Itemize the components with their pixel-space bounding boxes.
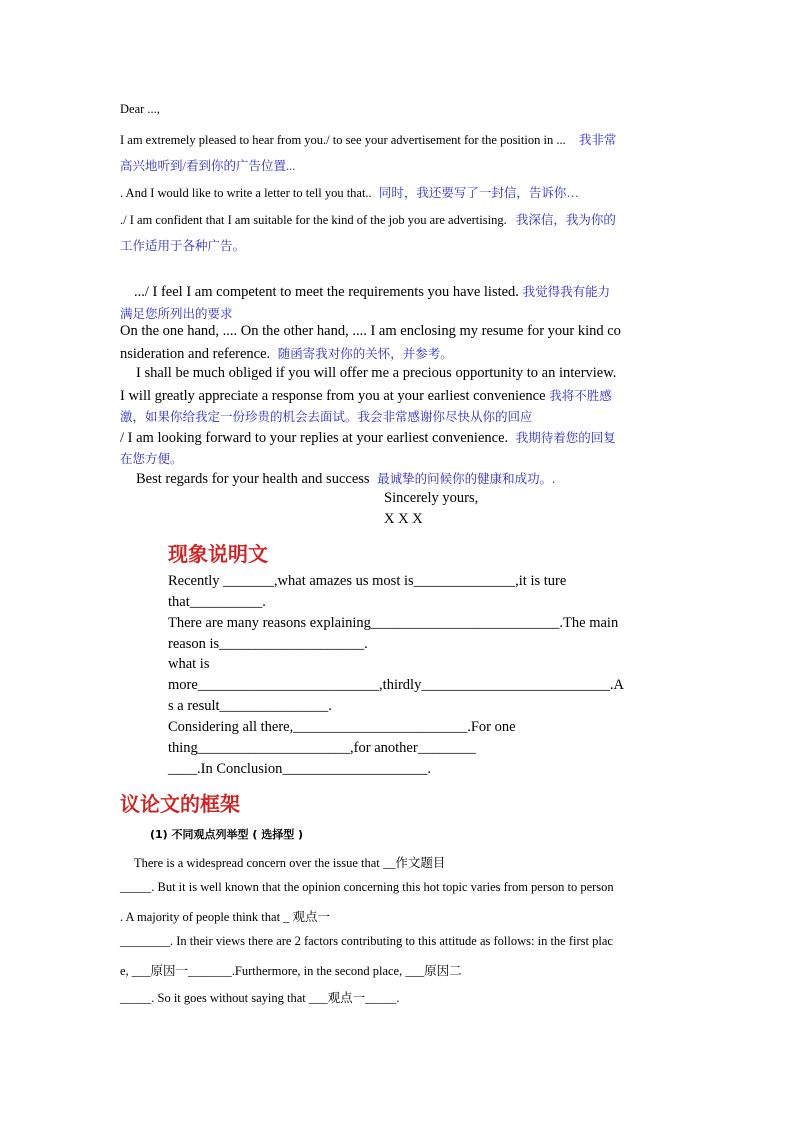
letter-line-8-cn: 满足您所列出的要求 <box>120 307 233 321</box>
letter-line-15-cn: 在您方便。 <box>120 452 183 466</box>
letter-line-14-en: / I am looking forward to your replies at your earliest convenience. <box>120 430 509 446</box>
section-1-line: Recently _______,what amazes us most is______________,it is ture <box>168 573 567 589</box>
section-2-line: There is a widespread concern over the issue that __作文题目 <box>134 856 446 870</box>
section-1-line: There are many reasons explaining__________________________.The main <box>168 615 619 631</box>
section-1-line: what is <box>168 656 210 672</box>
letter-line-13-cn: 激，如果你给我定一份珍贵的机会去面试。我会非常感谢你尽快从你的回应 <box>120 410 533 424</box>
section-2-heading: 议论文的框架 <box>120 792 240 816</box>
letter-line-7-en: .../ I feel I am competent to meet the requirements you have listed. <box>134 284 519 300</box>
section-1-line: s a result_______________. <box>168 698 332 714</box>
section-1-line: thing_____________________,for another________ <box>168 740 476 756</box>
letter-line-4 <box>120 183 579 201</box>
section-2-subheading: (1) 不同观点列举型 ( 选择型 ) <box>150 828 304 841</box>
section-1-heading: 现象说明文 <box>168 542 268 566</box>
letter-line-2-en: I am extremely pleased to hear from you./ to see your advertisement for the position in ... <box>120 133 566 147</box>
letter-line-3-cn: 高兴地听到/看到你的广告位置... <box>120 159 296 173</box>
letter-line-1: Dear ..., <box>120 102 160 116</box>
letter-line-2-cn: 我非常 <box>578 133 617 147</box>
letter-line-10-en: nsideration and reference. <box>120 346 271 362</box>
letter-line-14 <box>120 428 616 447</box>
closing-signature: X X X <box>384 511 423 527</box>
letter-line-2 <box>120 130 616 148</box>
letter-line-5 <box>120 210 616 228</box>
closing-sincerely: Sincerely yours, <box>384 490 479 506</box>
letter-line-16-en: Best regards for your health and success <box>136 471 370 487</box>
section-1-line: that__________. <box>168 594 266 610</box>
section-2-line: _____. So it goes without saying that ___观点一_____. <box>120 991 400 1005</box>
section-2-line: . A majority of people think that _ 观点一 <box>120 910 331 924</box>
section-1-line: more_________________________,thirdly__________________________.A <box>168 677 624 693</box>
letter-line-5-en: ./ I am confident that I am suitable for the kind of the job you are advertising. <box>120 213 507 227</box>
letter-line-14-cn: 我期待着您的回复 <box>515 431 616 445</box>
letter-line-12-cn: 我将不胜感 <box>549 389 612 403</box>
letter-line-10 <box>120 344 453 363</box>
letter-line-10-cn: 随函寄我对你的关怀，并参考。 <box>277 347 453 361</box>
letter-line-11: I shall be much obliged if you will offer me a precious opportunity to an interview. <box>136 365 617 381</box>
letter-line-5-cn: 我深信，我为你的 <box>515 213 616 227</box>
letter-line-16 <box>136 469 555 488</box>
section-1-line: ____.In Conclusion____________________. <box>168 761 432 777</box>
letter-line-12 <box>120 386 612 405</box>
letter-line-7 <box>134 282 610 301</box>
section-2-line: _____. But it is well known that the opinion concerning this hot topic varies from person to person <box>120 880 614 894</box>
letter-line-16-cn: 最诚挚的问候你的健康和成功。. <box>377 472 556 486</box>
section-1-line: Considering all there,________________________.For one <box>168 719 516 735</box>
letter-line-4-cn: 同时，我还要写了一封信，告诉你… <box>378 186 579 200</box>
section-1-line: reason is____________________. <box>168 636 368 652</box>
section-2-line: e, ___原因一_______.Furthermore, in the second place, ___原因二 <box>120 964 462 978</box>
letter-line-6-cn: 工作适用于各种广告。 <box>120 239 246 253</box>
letter-line-7-cn: 我觉得我有能力 <box>522 285 611 299</box>
section-2-line: ________. In their views there are 2 factors contributing to this attitude as follows: in the first plac <box>120 934 613 948</box>
letter-line-4-en: . And I would like to write a letter to tell you that.. <box>120 186 372 200</box>
letter-line-9: On the one hand, .... On the other hand, .... I am enclosing my resume for your kind co <box>120 323 621 339</box>
letter-line-12-en: I will greatly appreciate a response from you at your earliest convenience <box>120 388 546 404</box>
